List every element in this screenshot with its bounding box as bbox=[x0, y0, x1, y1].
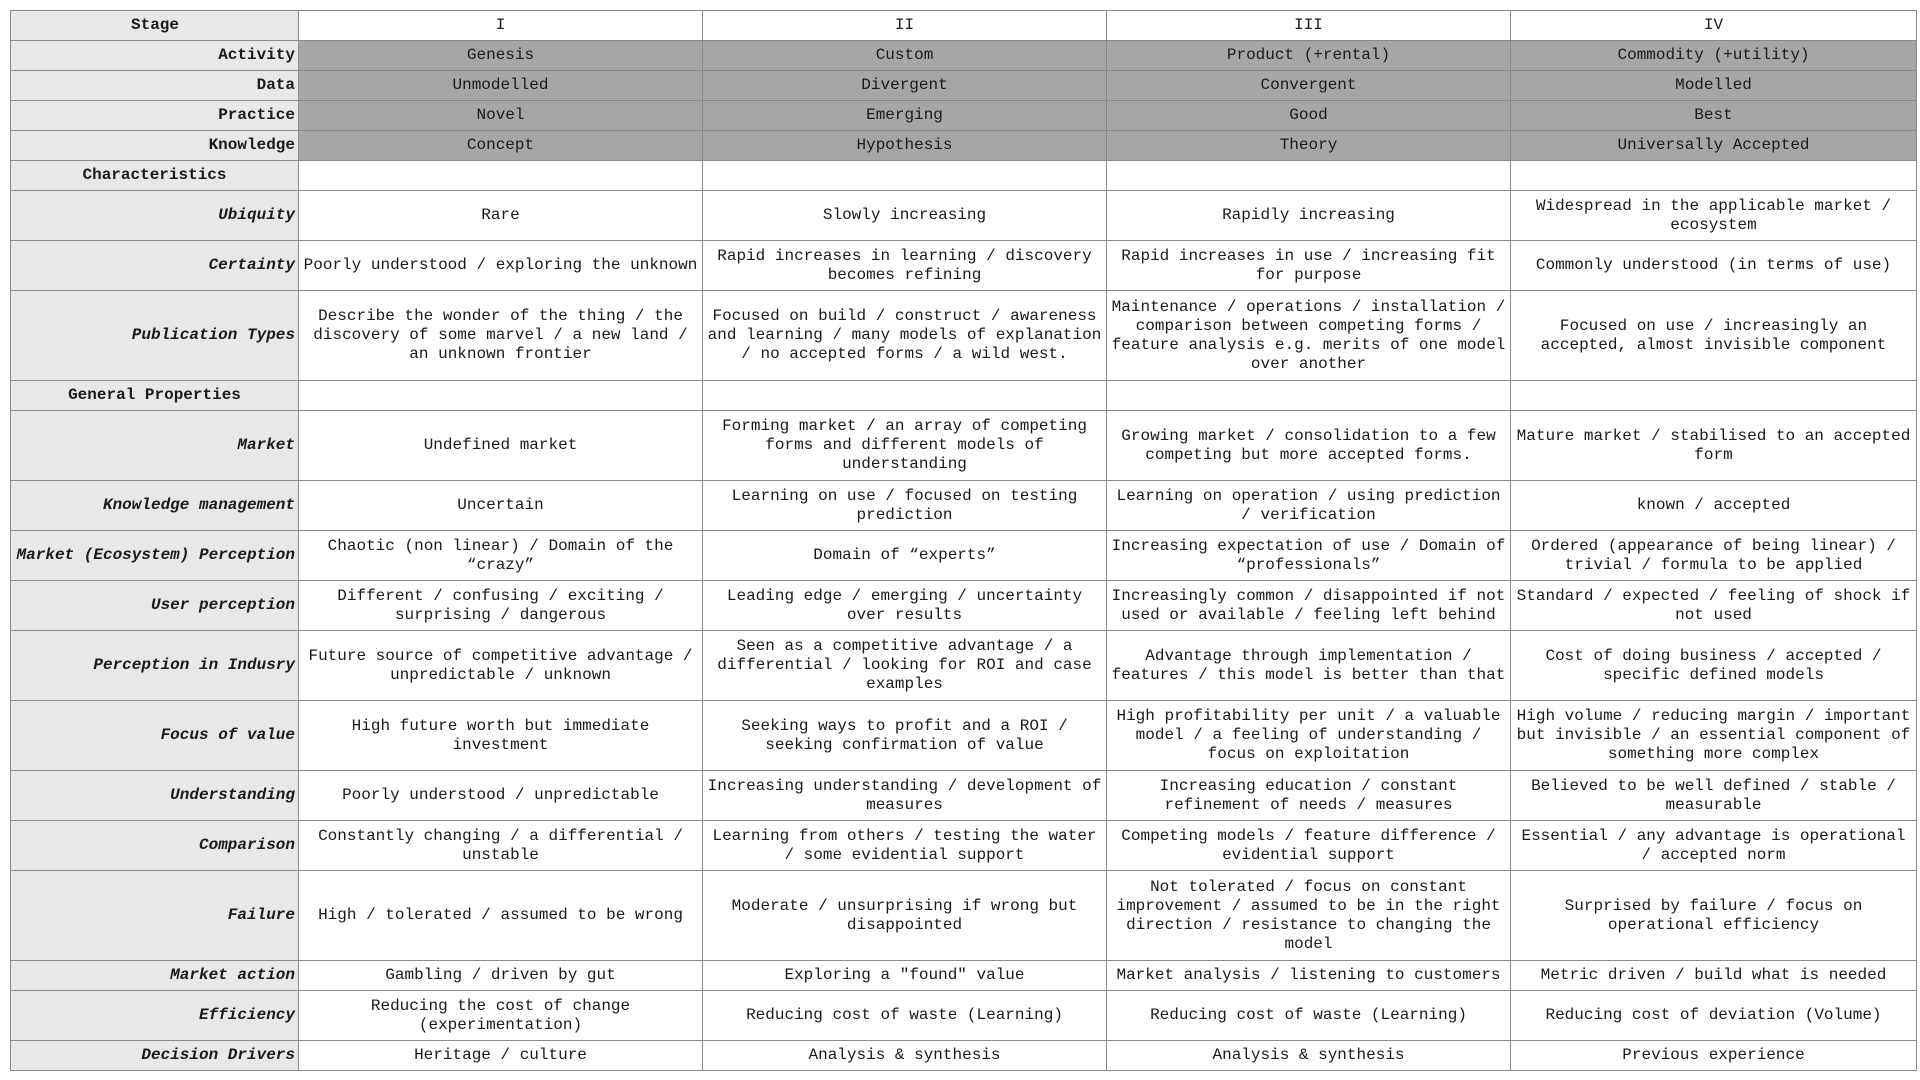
cell-activity-stage-4: Commodity (+utility) bbox=[1511, 41, 1917, 71]
row-knowledge-management bbox=[11, 481, 1917, 531]
cell-practice-stage-4: Best bbox=[1511, 101, 1917, 131]
cell-failure-stage-3: Not tolerated / focus on constant improvement / assumed to be in the right direction / resistance to changing the model bbox=[1107, 871, 1511, 961]
cell-knowledge-management-stage-2: Learning on use / focused on testing prediction bbox=[703, 481, 1107, 531]
cell-practice-stage-2: Emerging bbox=[703, 101, 1107, 131]
row-publication-types bbox=[11, 291, 1917, 381]
cell-efficiency-stage-1: Reducing the cost of change (experimentation) bbox=[299, 991, 703, 1041]
cell-efficiency-stage-3: Reducing cost of waste (Learning) bbox=[1107, 991, 1511, 1041]
stage-iii-header: III bbox=[1107, 11, 1511, 41]
cell-focus-of-value-stage-2: Seeking ways to profit and a ROI / seeking confirmation of value bbox=[703, 701, 1107, 771]
cell-certainty-stage-3: Rapid increases in use / increasing fit for purpose bbox=[1107, 241, 1511, 291]
cell-market-action-stage-3: Market analysis / listening to customers bbox=[1107, 961, 1511, 991]
cell-market-ecosystem-perception-stage-1: Chaotic (non linear) / Domain of the “crazy” bbox=[299, 531, 703, 581]
cell-efficiency-stage-2: Reducing cost of waste (Learning) bbox=[703, 991, 1107, 1041]
cell-decision-drivers-stage-2: Analysis & synthesis bbox=[703, 1041, 1107, 1071]
cell-knowledge-management-stage-4: known / accepted bbox=[1511, 481, 1917, 531]
general-properties-section-empty-cell bbox=[1107, 381, 1511, 411]
cell-data-stage-2: Divergent bbox=[703, 71, 1107, 101]
cell-practice-stage-3: Good bbox=[1107, 101, 1511, 131]
stage-header-row bbox=[11, 11, 1917, 41]
row-understanding bbox=[11, 771, 1917, 821]
cell-knowledge-management-stage-3: Learning on operation / using prediction / verification bbox=[1107, 481, 1511, 531]
row-market-action bbox=[11, 961, 1917, 991]
cell-practice-stage-1: Novel bbox=[299, 101, 703, 131]
cell-market-stage-3: Growing market / consolidation to a few competing but more accepted forms. bbox=[1107, 411, 1511, 481]
row-label-efficiency: Efficiency bbox=[11, 991, 299, 1041]
row-label-certainty: Certainty bbox=[11, 241, 299, 291]
cell-market-ecosystem-perception-stage-2: Domain of “experts” bbox=[703, 531, 1107, 581]
cell-understanding-stage-1: Poorly understood / unpredictable bbox=[299, 771, 703, 821]
row-label-data: Data bbox=[11, 71, 299, 101]
row-label-publication-types: Publication Types bbox=[11, 291, 299, 381]
row-label-failure: Failure bbox=[11, 871, 299, 961]
cell-ubiquity-stage-3: Rapidly increasing bbox=[1107, 191, 1511, 241]
cell-market-stage-2: Forming market / an array of competing forms and different models of understanding bbox=[703, 411, 1107, 481]
row-label-perception-in-indusry: Perception in Indusry bbox=[11, 631, 299, 701]
cell-activity-stage-3: Product (+rental) bbox=[1107, 41, 1511, 71]
cell-activity-stage-1: Genesis bbox=[299, 41, 703, 71]
stage-i-header: I bbox=[299, 11, 703, 41]
cell-certainty-stage-4: Commonly understood (in terms of use) bbox=[1511, 241, 1917, 291]
row-perception-in-indusry bbox=[11, 631, 1917, 701]
characteristics-section-empty-cell bbox=[299, 161, 703, 191]
cell-focus-of-value-stage-3: High profitability per unit / a valuable model / a feeling of understanding / focus on exploitation bbox=[1107, 701, 1511, 771]
row-label-practice: Practice bbox=[11, 101, 299, 131]
cell-comparison-stage-1: Constantly changing / a differential / unstable bbox=[299, 821, 703, 871]
cell-certainty-stage-2: Rapid increases in learning / discovery becomes refining bbox=[703, 241, 1107, 291]
row-ubiquity bbox=[11, 191, 1917, 241]
general-properties-section-empty-cell bbox=[703, 381, 1107, 411]
table-body bbox=[11, 11, 1917, 1071]
cell-ubiquity-stage-4: Widespread in the applicable market / ecosystem bbox=[1511, 191, 1917, 241]
cell-knowledge-stage-1: Concept bbox=[299, 131, 703, 161]
row-market bbox=[11, 411, 1917, 481]
evolution-table-container bbox=[10, 10, 1917, 1071]
row-label-knowledge: Knowledge bbox=[11, 131, 299, 161]
cell-knowledge-management-stage-1: Uncertain bbox=[299, 481, 703, 531]
cell-understanding-stage-3: Increasing education / constant refinement of needs / measures bbox=[1107, 771, 1511, 821]
cell-market-stage-1: Undefined market bbox=[299, 411, 703, 481]
row-label-decision-drivers: Decision Drivers bbox=[11, 1041, 299, 1071]
cell-market-ecosystem-perception-stage-4: Ordered (appearance of being linear) / trivial / formula to be applied bbox=[1511, 531, 1917, 581]
row-comparison bbox=[11, 821, 1917, 871]
row-label-knowledge-management: Knowledge management bbox=[11, 481, 299, 531]
general-properties-section-row bbox=[11, 381, 1917, 411]
cell-user-perception-stage-2: Leading edge / emerging / uncertainty over results bbox=[703, 581, 1107, 631]
general-properties-section-label: General Properties bbox=[11, 381, 299, 411]
cell-failure-stage-2: Moderate / unsurprising if wrong but disappointed bbox=[703, 871, 1107, 961]
cell-user-perception-stage-4: Standard / expected / feeling of shock if not used bbox=[1511, 581, 1917, 631]
row-label-focus-of-value: Focus of value bbox=[11, 701, 299, 771]
cell-knowledge-stage-4: Universally Accepted bbox=[1511, 131, 1917, 161]
row-focus-of-value bbox=[11, 701, 1917, 771]
cell-publication-types-stage-3: Maintenance / operations / installation / comparison between competing forms / feature analysis e.g. merits of one model over another bbox=[1107, 291, 1511, 381]
cell-decision-drivers-stage-4: Previous experience bbox=[1511, 1041, 1917, 1071]
cell-understanding-stage-2: Increasing understanding / development of measures bbox=[703, 771, 1107, 821]
row-label-market-ecosystem-perception: Market (Ecosystem) Perception bbox=[11, 531, 299, 581]
stage-iv-header: IV bbox=[1511, 11, 1917, 41]
cell-knowledge-stage-3: Theory bbox=[1107, 131, 1511, 161]
cell-publication-types-stage-4: Focused on use / increasingly an accepted, almost invisible component bbox=[1511, 291, 1917, 381]
row-label-understanding: Understanding bbox=[11, 771, 299, 821]
cell-comparison-stage-3: Competing models / feature difference / evidential support bbox=[1107, 821, 1511, 871]
cell-perception-in-indusry-stage-3: Advantage through implementation / features / this model is better than that bbox=[1107, 631, 1511, 701]
cell-focus-of-value-stage-4: High volume / reducing margin / important but invisible / an essential component of something more complex bbox=[1511, 701, 1917, 771]
cell-perception-in-indusry-stage-4: Cost of doing business / accepted / specific defined models bbox=[1511, 631, 1917, 701]
characteristics-section-label: Characteristics bbox=[11, 161, 299, 191]
cell-market-action-stage-2: Exploring a "found" value bbox=[703, 961, 1107, 991]
row-label-ubiquity: Ubiquity bbox=[11, 191, 299, 241]
cell-publication-types-stage-1: Describe the wonder of the thing / the discovery of some marvel / a new land / an unknown frontier bbox=[299, 291, 703, 381]
cell-market-action-stage-1: Gambling / driven by gut bbox=[299, 961, 703, 991]
row-activity bbox=[11, 41, 1917, 71]
general-properties-section-empty-cell bbox=[299, 381, 703, 411]
cell-decision-drivers-stage-3: Analysis & synthesis bbox=[1107, 1041, 1511, 1071]
row-label-user-perception: User perception bbox=[11, 581, 299, 631]
cell-knowledge-stage-2: Hypothesis bbox=[703, 131, 1107, 161]
row-user-perception bbox=[11, 581, 1917, 631]
stage-ii-header: II bbox=[703, 11, 1107, 41]
cell-activity-stage-2: Custom bbox=[703, 41, 1107, 71]
cell-perception-in-indusry-stage-1: Future source of competitive advantage / unpredictable / unknown bbox=[299, 631, 703, 701]
row-efficiency bbox=[11, 991, 1917, 1041]
characteristics-section-empty-cell bbox=[1107, 161, 1511, 191]
cell-data-stage-1: Unmodelled bbox=[299, 71, 703, 101]
cell-data-stage-3: Convergent bbox=[1107, 71, 1511, 101]
row-knowledge bbox=[11, 131, 1917, 161]
characteristics-section-empty-cell bbox=[703, 161, 1107, 191]
row-market-ecosystem-perception bbox=[11, 531, 1917, 581]
cell-understanding-stage-4: Believed to be well defined / stable / measurable bbox=[1511, 771, 1917, 821]
row-certainty bbox=[11, 241, 1917, 291]
cell-market-stage-4: Mature market / stabilised to an accepted form bbox=[1511, 411, 1917, 481]
cell-perception-in-indusry-stage-2: Seen as a competitive advantage / a differential / looking for ROI and case examples bbox=[703, 631, 1107, 701]
cell-user-perception-stage-1: Different / confusing / exciting / surprising / dangerous bbox=[299, 581, 703, 631]
cell-failure-stage-1: High / tolerated / assumed to be wrong bbox=[299, 871, 703, 961]
cell-comparison-stage-4: Essential / any advantage is operational / accepted norm bbox=[1511, 821, 1917, 871]
row-label-market: Market bbox=[11, 411, 299, 481]
general-properties-section-empty-cell bbox=[1511, 381, 1917, 411]
row-label-activity: Activity bbox=[11, 41, 299, 71]
characteristics-section-row bbox=[11, 161, 1917, 191]
row-decision-drivers bbox=[11, 1041, 1917, 1071]
cell-failure-stage-4: Surprised by failure / focus on operational efficiency bbox=[1511, 871, 1917, 961]
cell-ubiquity-stage-1: Rare bbox=[299, 191, 703, 241]
row-data bbox=[11, 71, 1917, 101]
stage-label: Stage bbox=[11, 11, 299, 41]
cell-efficiency-stage-4: Reducing cost of deviation (Volume) bbox=[1511, 991, 1917, 1041]
row-failure bbox=[11, 871, 1917, 961]
cell-market-action-stage-4: Metric driven / build what is needed bbox=[1511, 961, 1917, 991]
cell-market-ecosystem-perception-stage-3: Increasing expectation of use / Domain of “professionals” bbox=[1107, 531, 1511, 581]
row-label-market-action: Market action bbox=[11, 961, 299, 991]
cell-comparison-stage-2: Learning from others / testing the water / some evidential support bbox=[703, 821, 1107, 871]
row-label-comparison: Comparison bbox=[11, 821, 299, 871]
evolution-stages-table bbox=[10, 10, 1917, 1071]
row-practice bbox=[11, 101, 1917, 131]
cell-user-perception-stage-3: Increasingly common / disappointed if not used or available / feeling left behind bbox=[1107, 581, 1511, 631]
cell-publication-types-stage-2: Focused on build / construct / awareness and learning / many models of explanation / no accepted forms / a wild west. bbox=[703, 291, 1107, 381]
cell-data-stage-4: Modelled bbox=[1511, 71, 1917, 101]
cell-certainty-stage-1: Poorly understood / exploring the unknown bbox=[299, 241, 703, 291]
characteristics-section-empty-cell bbox=[1511, 161, 1917, 191]
cell-ubiquity-stage-2: Slowly increasing bbox=[703, 191, 1107, 241]
cell-focus-of-value-stage-1: High future worth but immediate investment bbox=[299, 701, 703, 771]
cell-decision-drivers-stage-1: Heritage / culture bbox=[299, 1041, 703, 1071]
